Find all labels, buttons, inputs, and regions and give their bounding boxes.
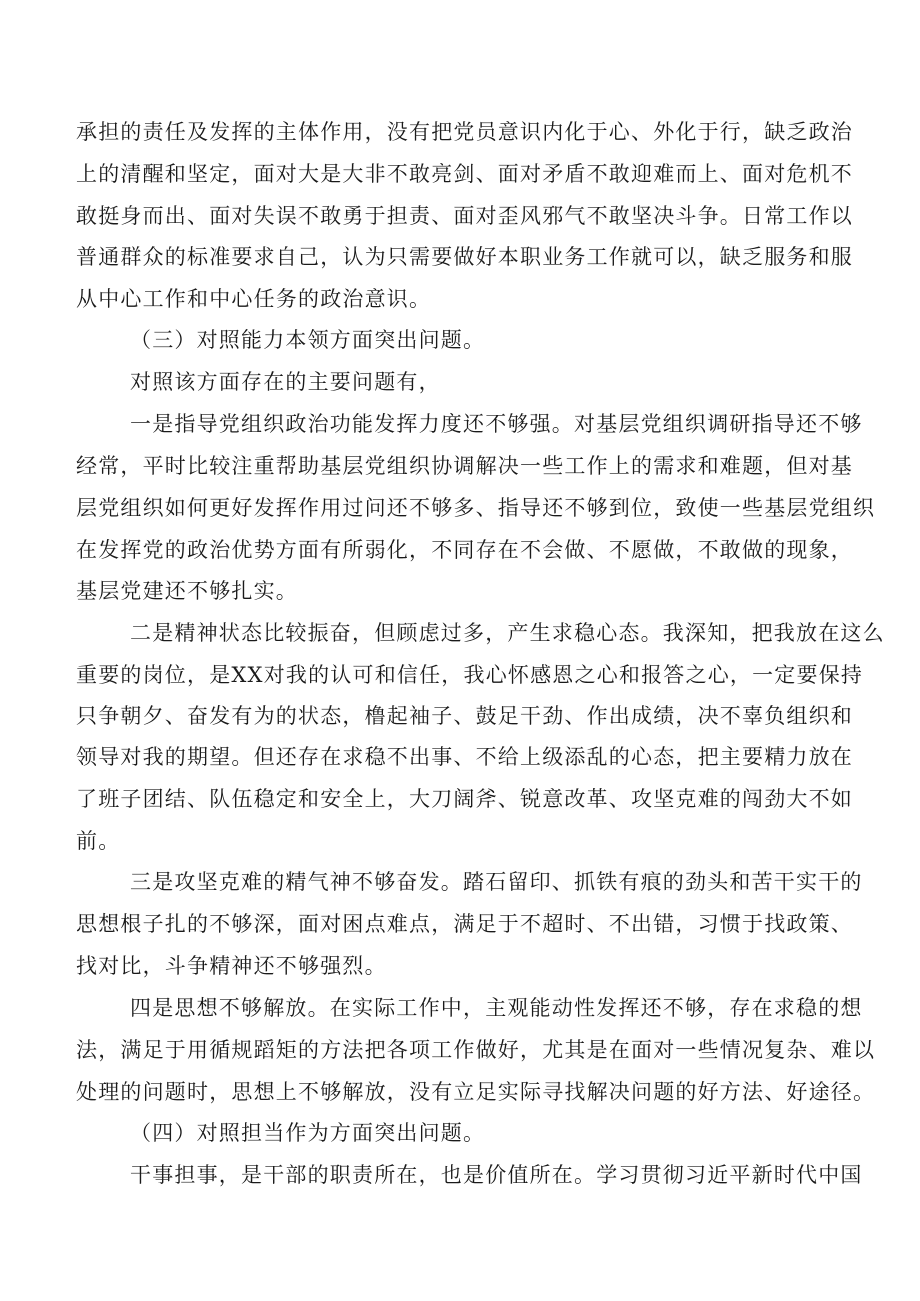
text-line: 上的清醒和坚定，面对大是大非不敢亮剑、面对矛盾不敢迎难而上、面对危机不 — [76, 162, 853, 186]
text-line: 承担的责任及发挥的主体作用，没有把党员意识内化于心、外化于行，缺乏政治 — [76, 120, 853, 144]
text-line: 四是思想不够解放。在实际工作中，主观能动性发挥还不够，存在求稳的想 — [130, 996, 863, 1020]
text-line: 一是指导党组织政治功能发挥力度还不够强。对基层党组织调研指导还不够 — [130, 412, 863, 436]
text-line: 找对比，斗争精神还不够强烈。 — [76, 954, 387, 978]
section-heading: （三）对照能力本领方面突出问题。 — [130, 328, 486, 352]
section-heading: （四）对照担当作为方面突出问题。 — [130, 1121, 486, 1145]
text-line: 重要的岗位，是XX对我的认可和信任，我心怀感恩之心和报答之心，一定要保持 — [76, 663, 864, 687]
text-line: 处理的问题时，思想上不够解放，没有立足实际寻找解决问题的好方法、好途径。 — [76, 1080, 876, 1104]
text-line: 前。 — [76, 829, 121, 853]
text-line: 领导对我的期望。但还存在求稳不出事、不给上级添乱的心态，把主要精力放在 — [76, 745, 853, 769]
text-line: 二是精神状态比较振奋，但顾虑过多，产生求稳心态。我深知，把我放在这么 — [130, 621, 885, 645]
text-line: 思想根子扎的不够深，面对困点难点，满足于不超时、不出错，习惯于找政策、 — [76, 912, 853, 936]
text-line: 基层党建还不够扎实。 — [76, 579, 298, 603]
text-line: 三是攻坚克难的精气神不够奋发。踏石留印、抓铁有痕的劲头和苦干实干的 — [130, 870, 863, 894]
text-line: 敢挺身而出、面对失误不敢勇于担责、面对歪风邪气不敢坚决斗争。日常工作以 — [76, 204, 853, 228]
text-line: 从中心工作和中心任务的政治意识。 — [76, 287, 432, 311]
text-line: 经常，平时比较注重帮助基层党组织协调解决一些工作上的需求和难题，但对基 — [76, 454, 853, 478]
text-line: 了班子团结、队伍稳定和安全上，大刀阔斧、锐意改革、攻坚克难的闯劲大不如 — [76, 787, 853, 811]
text-line: 只争朝夕、奋发有为的状态，橹起袖子、鼓足干劲、作出成绩，决不辜负组织和 — [76, 704, 853, 728]
text-line: 层党组织如何更好发挥作用过问还不够多、指导还不够到位，致使一些基层党组织 — [76, 496, 876, 520]
text-line: 在发挥党的政治优势方面有所弱化，不同存在不会做、不愿做，不敢做的现象， — [76, 538, 853, 562]
text-line: 干事担事，是干部的职责所在，也是价值所在。学习贯彻习近平新时代中国 — [130, 1163, 863, 1187]
text-line: 法，满足于用循规蹈矩的方法把各项工作做好，尤其是在面对一些情况复杂、难以 — [76, 1038, 876, 1062]
text-line: 对照该方面存在的主要问题有， — [130, 370, 441, 394]
text-line: 普通群众的标准要求自己，认为只需要做好本职业务工作就可以，缺乏服务和服 — [76, 245, 853, 269]
